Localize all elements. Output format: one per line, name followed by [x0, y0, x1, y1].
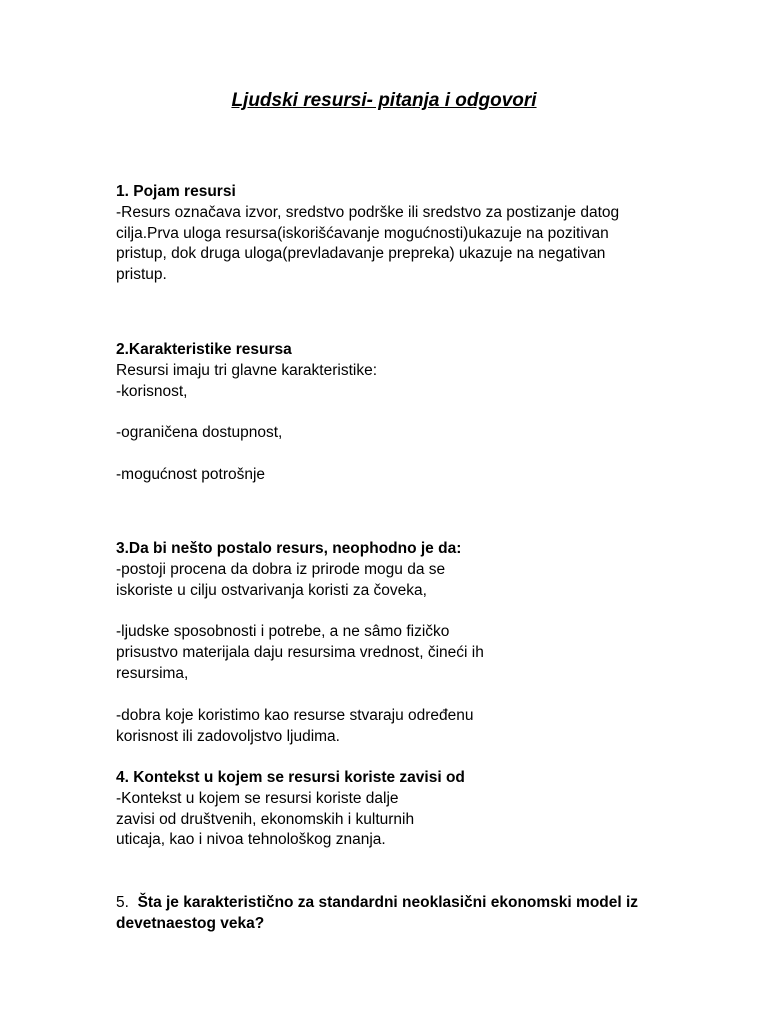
question-4-heading: 4. Kontekst u kojem se resursi koriste zavisi od [116, 769, 465, 786]
question-3-line: iskoriste u cilju ostvarivanja koristi za čoveka, [116, 581, 427, 599]
question-3-line: -postoji procena da dobra iz prirode mogu da se [116, 560, 446, 578]
question-1 [116, 182, 656, 286]
question-3-line: korisnost ili zadovoljstvo ljudima. [116, 727, 340, 745]
question-4-line: zavisi od društvenih, ekonomskih i kulturnih [116, 810, 415, 828]
question-1-line: -Resurs označava izvor, sredstvo podrške ili sredstvo za postizanje datog [116, 203, 620, 221]
question-1-heading: 1. Pojam resursi [116, 183, 236, 200]
question-4 [116, 768, 656, 851]
question-2-item: -ograničena dostupnost, [116, 424, 283, 442]
question-3-heading: 3.Da bi nešto postalo resurs, neophodno je da: [116, 540, 462, 557]
question-5-heading: Šta je karakteristično za standardni neoklasični ekonomski model iz [137, 894, 639, 911]
question-3-line: -dobra koje koristimo kao resurse stvaraju određenu [116, 706, 474, 724]
question-3-line: -ljudske sposobnosti i potrebe, a ne sâmo fizičko [116, 623, 450, 641]
question-2-intro: Resursi imaju tri glavne karakteristike: [116, 361, 378, 379]
question-2 [116, 340, 656, 486]
question-5-heading-cont: devetnaestog veka? [116, 914, 265, 932]
question-3-line: resursima, [116, 664, 189, 682]
question-4-line: -Kontekst u kojem se resursi koriste dalje [116, 789, 399, 807]
question-4-line: uticaja, kao i nivoa tehnološkog znanja. [116, 831, 386, 849]
question-2-item: -mogućnost potrošnje [116, 466, 266, 484]
question-1-line: pristup, dok druga uloga(prevladavanje prepreka) ukazuje na negativan [116, 245, 606, 263]
question-2-item: -korisnost, [116, 382, 188, 400]
question-5 [116, 893, 676, 935]
question-1-line: pristup. [116, 266, 167, 284]
question-2-heading: 2.Karakteristike resursa [116, 341, 292, 358]
question-3-line: prisustvo materijala daju resursima vrednost, čineći ih [116, 644, 484, 662]
question-5-number: 5. [116, 894, 129, 911]
question-3 [116, 539, 656, 747]
question-1-line: cilja.Prva uloga resursa(iskorišćavanje mogućnosti)ukazuje na pozitivan [116, 224, 609, 242]
document-title: Ljudski resursi- pitanja i odgovori [231, 90, 537, 111]
